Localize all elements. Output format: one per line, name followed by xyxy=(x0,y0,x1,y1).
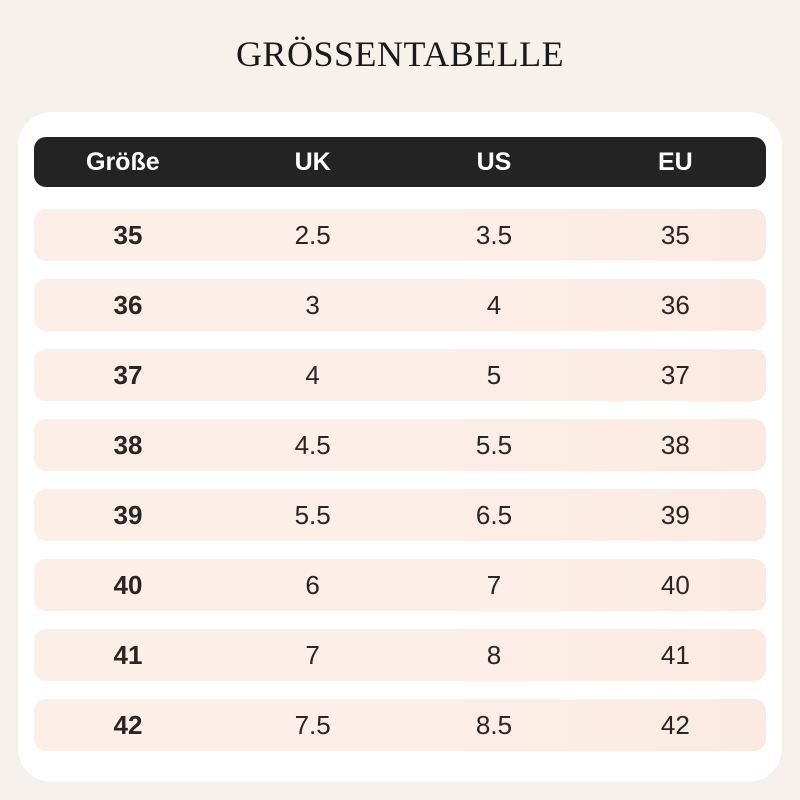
table-row xyxy=(34,209,766,261)
cell-us: 4 xyxy=(486,289,502,320)
table-row xyxy=(34,559,766,611)
table-row xyxy=(34,349,766,401)
cell-size: 37 xyxy=(113,359,143,390)
table-row xyxy=(34,699,766,751)
table-row xyxy=(34,279,766,331)
cell-eu: 42 xyxy=(660,709,690,740)
cell-us: 7 xyxy=(486,569,502,600)
cell-size: 40 xyxy=(113,569,143,600)
cell-eu: 39 xyxy=(660,499,690,530)
cell-eu: 40 xyxy=(660,569,690,600)
cell-uk: 4 xyxy=(305,359,320,390)
cell-size: 36 xyxy=(113,289,143,320)
cell-eu: 37 xyxy=(660,359,690,390)
table-header-row xyxy=(34,137,766,187)
cell-eu: 35 xyxy=(660,219,690,250)
cell-eu: 41 xyxy=(660,639,690,670)
table-row xyxy=(34,419,766,471)
cell-size: 42 xyxy=(113,709,143,740)
column-header-size: Größe xyxy=(86,147,160,176)
page-title: GRÖSSENTABELLE xyxy=(235,34,565,74)
cell-us: 6.5 xyxy=(475,499,513,530)
cell-uk: 4.5 xyxy=(294,429,331,460)
column-header-us: US xyxy=(476,147,512,176)
cell-us: 5 xyxy=(486,359,502,390)
cell-us: 5.5 xyxy=(475,429,513,460)
size-table xyxy=(34,137,766,769)
cell-eu: 38 xyxy=(660,429,690,460)
cell-size: 39 xyxy=(113,499,143,530)
cell-eu: 36 xyxy=(660,289,690,320)
cell-size: 38 xyxy=(113,429,143,460)
size-table-card xyxy=(18,112,782,782)
cell-uk: 2.5 xyxy=(294,219,331,250)
cell-us: 3.5 xyxy=(475,219,513,250)
cell-size: 41 xyxy=(113,639,143,670)
cell-uk: 7 xyxy=(305,639,320,670)
table-row xyxy=(34,629,766,681)
cell-uk: 7.5 xyxy=(294,709,331,740)
cell-size: 35 xyxy=(113,219,143,250)
column-header-uk: UK xyxy=(294,147,331,176)
cell-uk: 5.5 xyxy=(294,499,331,530)
cell-us: 8 xyxy=(486,639,502,670)
cell-uk: 3 xyxy=(305,289,320,320)
table-row xyxy=(34,489,766,541)
column-header-eu: EU xyxy=(657,147,693,176)
cell-uk: 6 xyxy=(305,569,320,600)
cell-us: 8.5 xyxy=(475,709,513,740)
